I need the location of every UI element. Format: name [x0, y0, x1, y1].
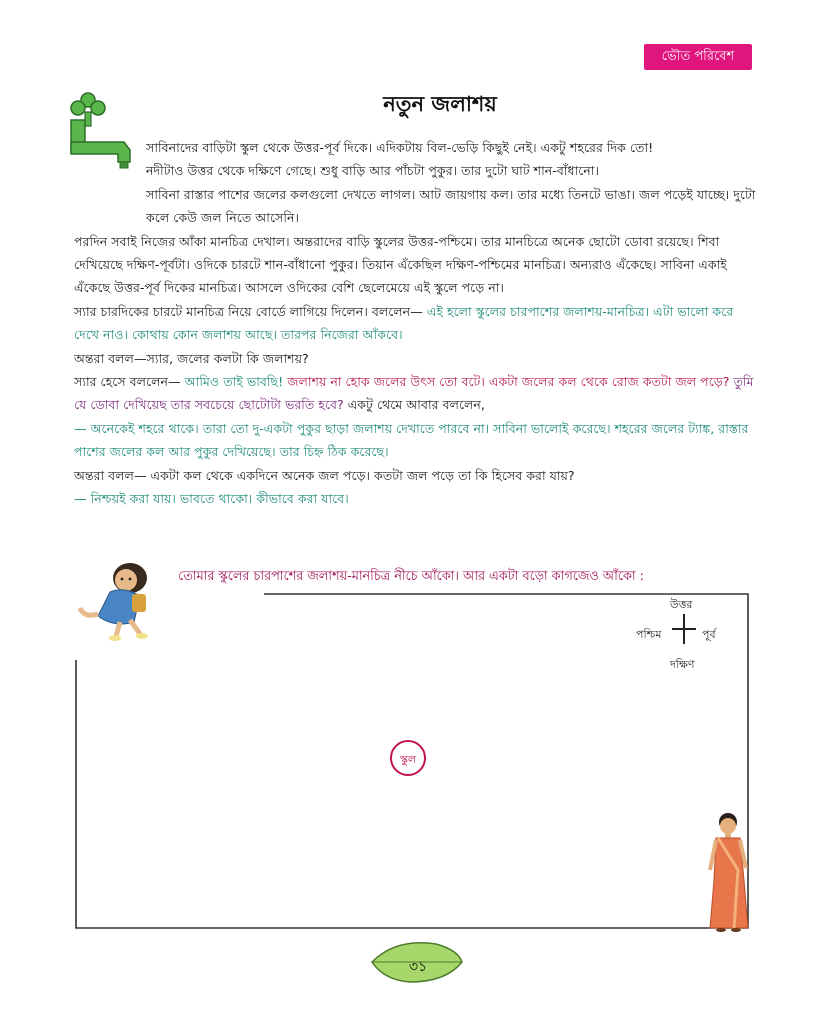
- teacher-speech: এই হলো স্কুলের চারপাশের জলাশয়-মানচিত্র। এটা ভালো করে দেখে নাও। কোথায় কোন জলাশয় আছে। তারপর নিজেরা আঁকবে।: [74, 303, 734, 343]
- paragraph: [74, 370, 760, 417]
- compass-south-label: দক্ষিণ: [670, 658, 695, 671]
- page-number: ৩১: [408, 959, 428, 975]
- paragraph-text: স্যার চারদিকের চারটে মানচিত্র নিয়ে বোর্ডে লাগিয়ে দিলেন। বললেন—: [74, 303, 423, 319]
- teacher-speech: তুমি যে ডোবা দেখিয়েছ তার সবচেয়ে ছোটোটা ভরতি হবে?: [74, 374, 754, 413]
- map-instruction: তোমার স্কুলের চারপাশের জলাশয়-মানচিত্র নীচে আঁকো। আর একটা বড়ো কাগজেও আঁকো :: [178, 569, 644, 584]
- paragraph-text: একটু থেমে আবার বললেন,: [347, 397, 485, 413]
- paragraph: সাবিনাদের বাড়িটা স্কুল থেকে উত্তর-পূর্ব দিকে। এদিকটায় বিল-ভেড়ি কিছুই নেই। একটু শহরের দিক তো!: [146, 140, 654, 155]
- paragraph-text: স্যার হেসে বললেন—: [74, 374, 181, 390]
- school-marker: স্কুল: [390, 740, 426, 776]
- teacher-speech: আমিও তাই ভাবছি!: [184, 374, 284, 390]
- teacher-speech: — নিশ্চয়ই করা যায়। ভাবতে থাকো। কীভাবে করা যাবে।: [74, 491, 349, 507]
- teacher-speech: জলাশয় না হোক জলের উৎস তো বটে। একটা জলের কল থেকে রোজ কতটা জল পড়ে?: [287, 374, 730, 390]
- story-body: [74, 136, 760, 511]
- paragraph: অন্তরা বলল—স্যার, জলের কলটা কি জলাশয়?: [74, 350, 309, 366]
- compass-horizontal-line: [672, 628, 696, 630]
- compass-rose: [636, 596, 726, 672]
- paragraph: পরদিন সবাই নিজের আঁকা মানচিত্র দেখাল। অন্তরাদের বাড়ি স্কুলের উত্তর-পশ্চিমে। তার মানচিত্রে অনেক ছোটো ডোবা রয়েছে। শিবা দেখিয়েছে দক্ষিণ-পূর্বটা। ওদিকে চারটে শান-বাঁধানো পুকুর। তিয়ান এঁকেছিল দক্ষিণ-পশ্চিমের মানচিত্র। অন্যরাও এঁকেছে। সাবিনা একাই এঁকেছে উত্তর-পূর্ব দিকের মানচিত্র। আসলে ওদিকের বেশি ছেলেমেয়ে এই স্কুলে পড়ে না।: [74, 233, 727, 296]
- page-title: নতুন জলাশয়: [383, 92, 497, 116]
- paragraph: সাবিনা রাস্তার পাশের জলের কলগুলো দেখতে লাগল। আট জায়গায় কল। তার মধ্যে তিনটে ভাঙা। জল পড়েই যাচ্ছে। দুটো কলে কেউ জল নিতে আসেনি।: [146, 186, 756, 226]
- teacher-speech: — অনেকেই শহরে থাকে। তারা তো দু-একটা পুকুর ছাড়া জলাশয় দেখাতে পারবে না। সাবিনা ভালোই করেছে। শহরের জলের ট্যাঙ্ক, রাস্তার পাশের জলের কল আর পুকুর দেখিয়েছে। তার চিহ্ন ঠিক করেছে।: [74, 420, 749, 460]
- compass-east-label: পূর্ব: [702, 628, 716, 641]
- section-tag: ভৌত পরিবেশ: [644, 44, 752, 70]
- compass-north-label: উত্তর: [670, 598, 693, 611]
- paragraph: নদীটাও উত্তর থেকে দক্ষিণে গেছে। শুধু বাড়ি আর পাঁচটা পুকুর। তার দুটো ঘাট শান-বাঁধানো।: [146, 163, 599, 179]
- compass-west-label: পশ্চিম: [636, 628, 662, 641]
- woman-standing-illustration: [704, 810, 752, 934]
- paragraph: [74, 300, 760, 347]
- paragraph: অন্তরা বলল— একটা কল থেকে একদিনে অনেক জল পড়ে। কতটা জল পড়ে তা কি হিসেব করা যায়?: [74, 467, 575, 483]
